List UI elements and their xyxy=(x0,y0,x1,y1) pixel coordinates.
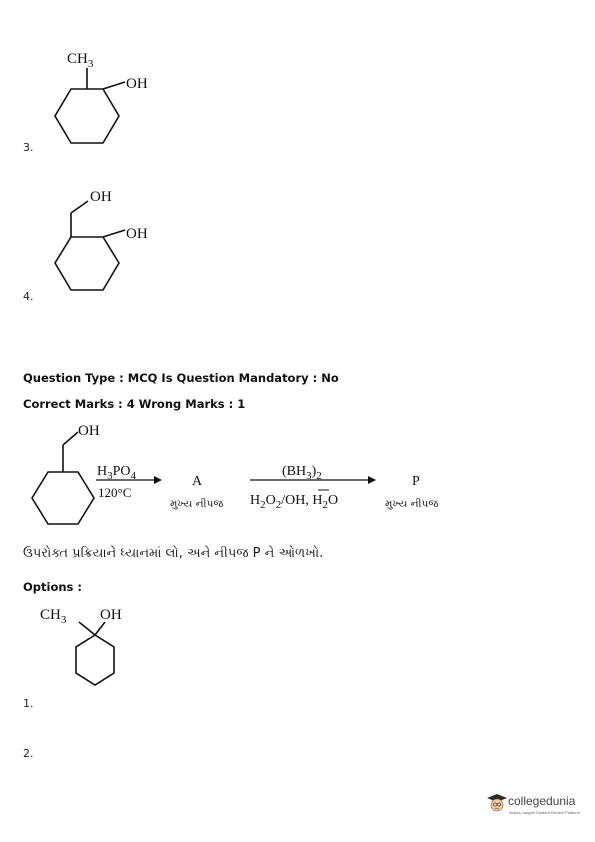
logo-tagline: India's Largest Student Review Platform xyxy=(509,810,581,815)
option-4-hydroxyl-label-top: OH xyxy=(90,189,112,205)
reactant-ring xyxy=(32,472,94,524)
option-1-structure xyxy=(30,598,170,703)
collegedunia-logo xyxy=(486,790,586,820)
product-caption: મુખ્ય નીપજ xyxy=(385,498,439,510)
product-label: P xyxy=(412,474,420,489)
step2-reagent-bottom: $H_2O_2/OH$, $H_2O$ xyxy=(250,493,339,511)
mascot-icon xyxy=(486,792,508,814)
option-4-structure xyxy=(30,180,170,305)
logo-name: collegedunia xyxy=(508,794,576,808)
option-4-hydroxyl-label-ring: OH xyxy=(126,226,148,242)
options-heading: Options : xyxy=(23,580,82,594)
step1-reagent-top: $H_3PO_4$ xyxy=(97,464,137,482)
option-1-hydroxyl-label: OH xyxy=(100,607,122,623)
option-3-methyl-label: $CH_3$ xyxy=(67,51,94,70)
reactant-hydroxyl-label: OH xyxy=(78,423,100,439)
marks-line: Correct Marks : 4 Wrong Marks : 1 xyxy=(23,397,246,411)
option-number: 4. xyxy=(23,290,34,303)
option-number: 2. xyxy=(23,747,34,760)
intermediate-caption: મુખ્ય નીપજ xyxy=(170,498,224,510)
step2-reagent-top: $(BH_3)_2$ xyxy=(282,464,322,482)
option-number: 1. xyxy=(23,697,34,710)
option-1-methyl-label: $CH_3$ xyxy=(40,607,67,626)
question-text: ઉપરોક્ત પ્રક્રિયાને ધ્યાનમાં લો, અને નીપજ P ને ઓળખો. xyxy=(23,546,324,561)
step1-reagent-bottom: 120°C xyxy=(98,485,132,500)
question-type-line: Question Type : MCQ Is Question Mandatory : No xyxy=(23,371,339,385)
option-3-structure xyxy=(30,40,170,155)
option-3-hydroxyl-label: OH xyxy=(126,76,148,92)
intermediate-label: A xyxy=(192,474,203,489)
reaction-scheme xyxy=(20,415,480,530)
option-number: 3. xyxy=(23,141,34,154)
